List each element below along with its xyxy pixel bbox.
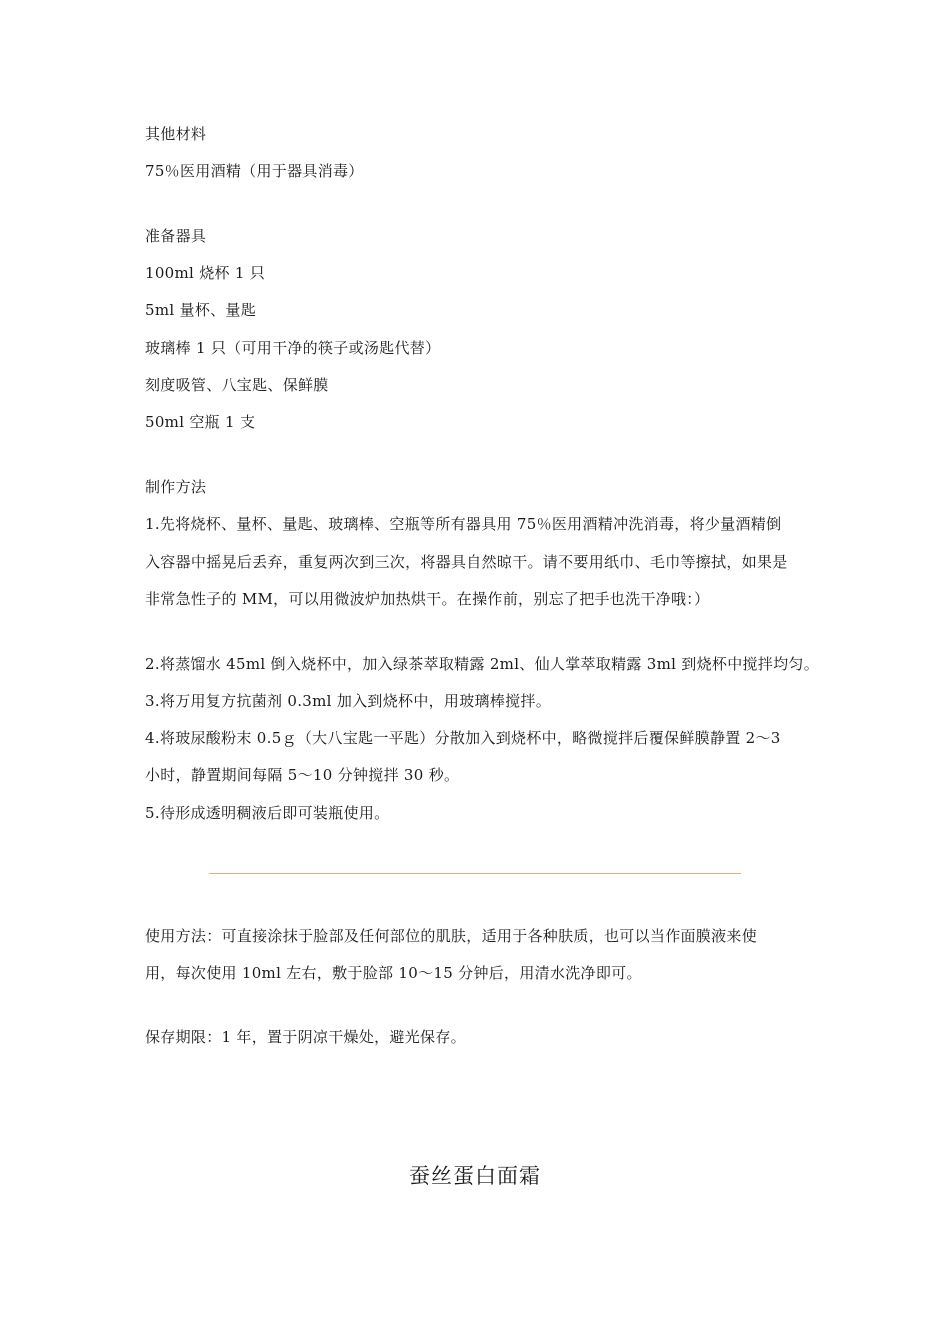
next-section-title: 蚕丝蛋白面霜 bbox=[409, 1164, 541, 1188]
tools-item: 刻度吸管、八宝匙、保鲜膜 bbox=[145, 376, 329, 394]
method-step-1-line: 非常急性子的 MM，可以用微波炉加热烘干。在操作前，别忘了把手也洗干净哦：） bbox=[145, 590, 710, 608]
materials-item: 75％医用酒精（用于器具消毒） bbox=[145, 162, 364, 180]
usage-line: 用，每次使用 10ml 左右，敷于脸部 10～15 分钟后，用清水洗净即可。 bbox=[145, 964, 642, 982]
method-step-4-line: 4.将玻尿酸粉末 0.5ｇ（大八宝匙一平匙）分散加入到烧杯中，略微搅拌后覆保鲜膜静置 2～3 bbox=[145, 729, 781, 747]
materials-heading: 其他材料 bbox=[145, 125, 207, 143]
tools-item: 5ml 量杯、量匙 bbox=[145, 301, 257, 319]
method-step-5: 5.待形成透明稠液后即可装瓶使用。 bbox=[145, 804, 390, 822]
method-step-4-line: 小时，静置期间每隔 5～10 分钟搅拌 30 秒。 bbox=[145, 766, 460, 784]
tools-item: 50ml 空瓶 1 支 bbox=[145, 413, 256, 431]
usage-line: 使用方法：可直接涂抹于脸部及任何部位的肌肤，适用于各种肤质，也可以当作面膜液来使 bbox=[145, 927, 758, 945]
method-step-3: 3.将万用复方抗菌剂 0.3ml 加入到烧杯中，用玻璃棒搅拌。 bbox=[145, 692, 552, 710]
tools-item: 玻璃棒 1 只（可用干净的筷子或汤匙代替） bbox=[145, 339, 441, 357]
tools-heading: 准备器具 bbox=[145, 227, 207, 245]
method-heading: 制作方法 bbox=[145, 478, 207, 496]
method-step-1-line: 1.先将烧杯、量杯、量匙、玻璃棒、空瓶等所有器具用 75％医用酒精冲洗消毒，将少量酒精倒 bbox=[145, 515, 782, 533]
storage-text: 保存期限：1 年，置于阴凉干燥处，避光保存。 bbox=[145, 1028, 466, 1046]
section-divider bbox=[209, 873, 741, 874]
method-step-2: 2.将蒸馏水 45ml 倒入烧杯中，加入绿茶萃取精露 2ml、仙人掌萃取精露 3ml 到烧杯中搅拌均匀。 bbox=[145, 655, 819, 673]
tools-item: 100ml 烧杯 1 只 bbox=[145, 264, 266, 282]
method-step-1-line: 入容器中摇晃后丢弃，重复两次到三次，将器具自然晾干。请不要用纸巾、毛巾等擦拭，如果是 bbox=[145, 553, 788, 571]
